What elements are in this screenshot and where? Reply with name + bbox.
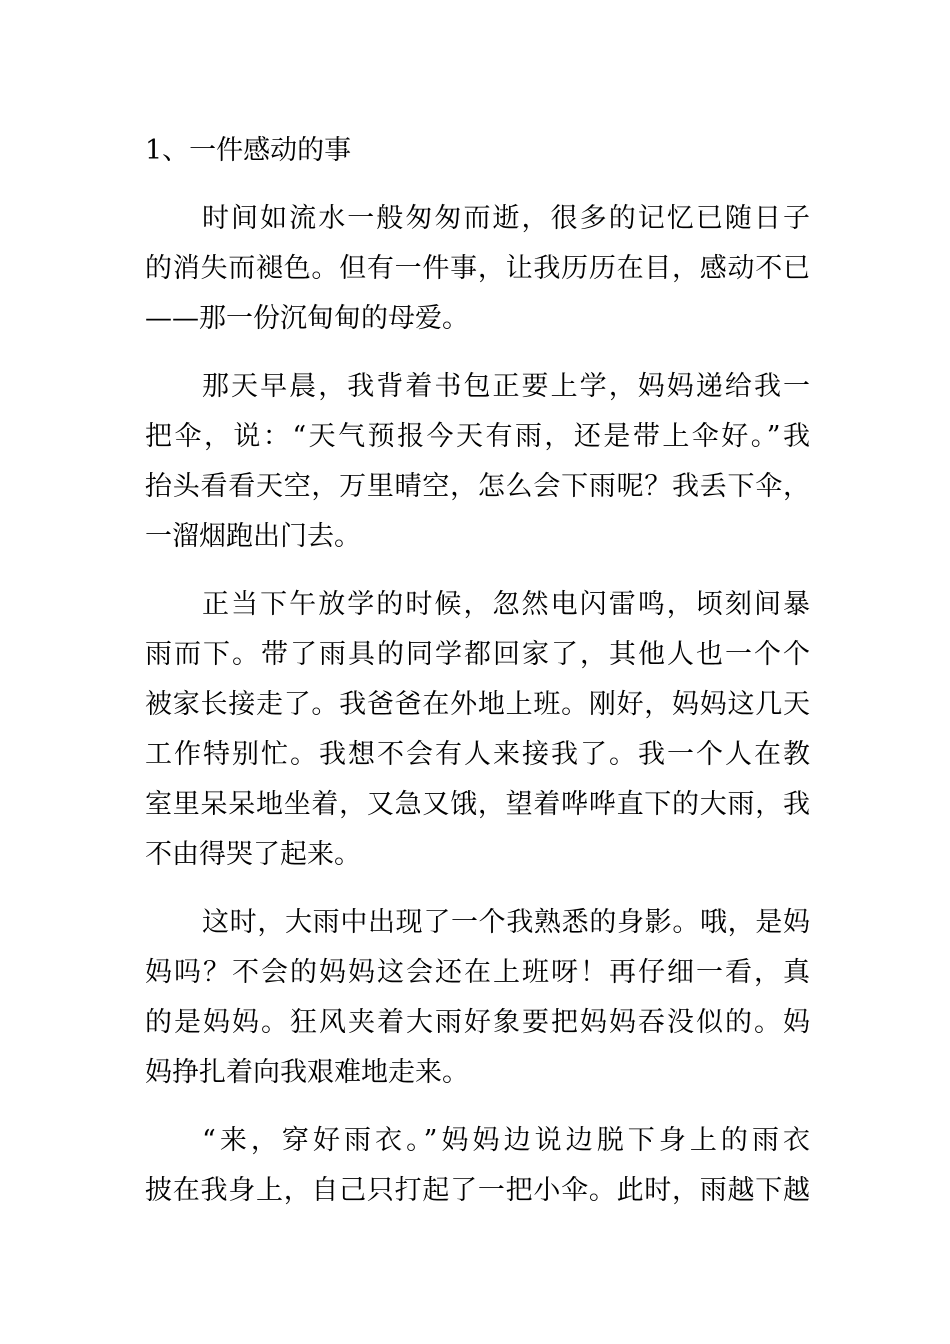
paragraph-4-line-4: 妈挣扎着向我艰难地走来。 [145, 1057, 469, 1088]
paragraph-4-line-2: 妈吗？不会的妈妈这会还在上班呀！再仔细一看，真 [145, 957, 810, 988]
essay-title: 1、一件感动的事 [145, 135, 352, 166]
paragraph-2-line-4: 一溜烟跑出门去。 [145, 521, 361, 552]
paragraph-3-line-4: 工作特别忙。我想不会有人来接我了。我一个人在教 [145, 739, 810, 770]
paragraph-3-line-3: 被家长接走了。我爸爸在外地上班。刚好，妈妈这几天 [145, 689, 810, 720]
paragraph-3-line-5: 室里呆呆地坐着，又急又饿，望着哗哗直下的大雨，我 [145, 789, 810, 820]
paragraph-5-line-1: “来，穿好雨衣。”妈妈边说边脱下身上的雨衣 [202, 1125, 810, 1156]
paragraph-1-line-1: 时间如流水一般匆匆而逝，很多的记忆已随日子 [202, 203, 810, 234]
paragraph-2-line-3: 抬头看看天空，万里晴空，怎么会下雨呢？我丢下伞， [145, 471, 810, 502]
paragraph-3-line-2: 雨而下。带了雨具的同学都回家了，其他人也一个个 [145, 639, 810, 670]
paragraph-2-line-1: 那天早晨，我背着书包正要上学，妈妈递给我一 [202, 371, 810, 402]
paragraph-3-line-6: 不由得哭了起来。 [145, 839, 361, 870]
paragraph-2-line-2: 把伞，说：“天气预报今天有雨，还是带上伞好。”我 [145, 421, 810, 452]
paragraph-4-line-3: 的是妈妈。狂风夹着大雨好象要把妈妈吞没似的。妈 [145, 1007, 810, 1038]
paragraph-1-line-3: ——那一份沉甸甸的母爱。 [145, 303, 469, 334]
paragraph-3-line-1: 正当下午放学的时候，忽然电闪雷鸣，顷刻间暴 [202, 589, 810, 620]
paragraph-1-line-2: 的消失而褪色。但有一件事，让我历历在目，感动不已 [145, 253, 810, 284]
paragraph-4-line-1: 这时，大雨中出现了一个我熟悉的身影。哦，是妈 [202, 907, 810, 938]
paragraph-5-line-2: 披在我身上，自己只打起了一把小伞。此时，雨越下越 [145, 1175, 810, 1206]
